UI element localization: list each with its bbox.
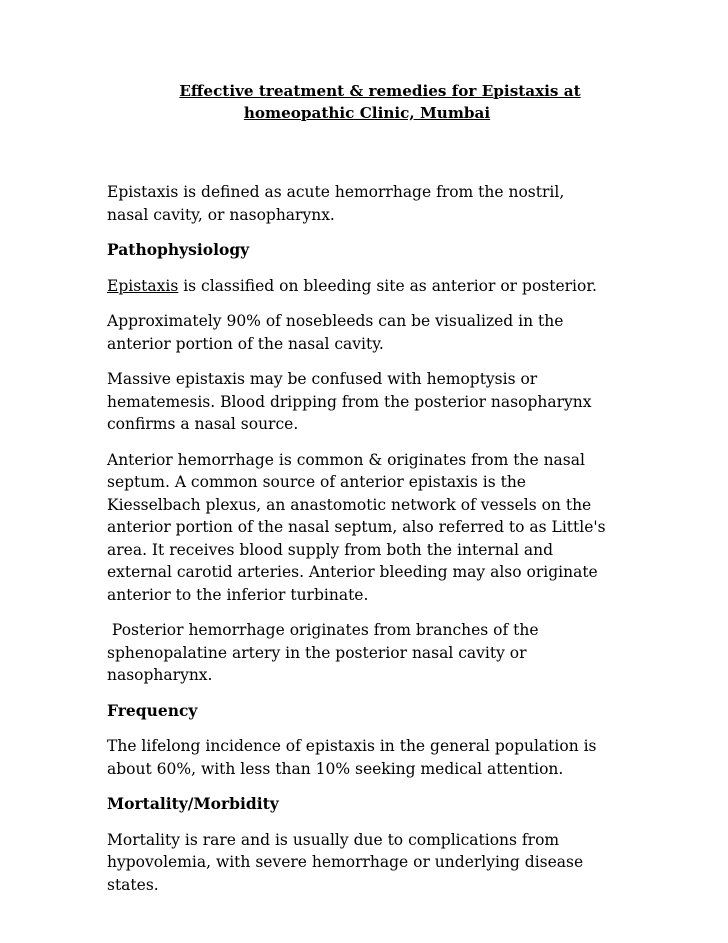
text-line: is classified on bleeding site as anterior or posterior. (178, 276, 597, 295)
text-line: nasal cavity, or nasopharynx. (107, 205, 335, 224)
title-line-2: homeopathic Clinic, Mumbai (243, 104, 491, 122)
mortality-paragraph (107, 829, 627, 897)
text-line: Approximately 90% of nosebleeds can be visualized in the (107, 312, 564, 330)
text-line: states. (107, 875, 159, 894)
text-line: area. It receives blood supply from both the internal and (107, 540, 554, 559)
intro-paragraph (107, 181, 627, 226)
text-line: The lifelong incidence of epistaxis in the general population is (107, 737, 597, 755)
text-line: sphenopalatine artery in the posterior nasal cavity or (107, 643, 527, 662)
pathophysiology-heading: Pathophysiology (107, 240, 250, 259)
text-line: anterior portion of the nasal septum, also referred to as Little's (107, 518, 606, 536)
text-line: anterior to the inferior turbinate. (107, 585, 369, 604)
classification-paragraph (107, 275, 627, 298)
text-line: confirms a nasal source. (107, 415, 299, 433)
document-title (107, 80, 627, 124)
text-line: external carotid arteries. Anterior bleeding may also originate (107, 563, 598, 581)
epistaxis-link[interactable]: Epistaxis (107, 276, 179, 295)
text-line: septum. A common source of anterior epistaxis is the (107, 473, 526, 491)
text-line: about 60%, with less than 10% seeking medical attention. (107, 759, 564, 778)
title-line-1: Effective treatment & remedies for Epistaxis at (179, 82, 581, 100)
frequency-heading: Frequency (107, 700, 198, 720)
text-line: Anterior hemorrhage is common & originates from the nasal (107, 450, 585, 469)
text-line: Mortality is rare and is usually due to complications from (107, 830, 560, 849)
mortality-heading: Mortality/Morbidity (107, 794, 279, 813)
visualized-paragraph (107, 310, 627, 355)
document-page (107, 80, 627, 909)
text-line: Posterior hemorrhage originates from branches of the (107, 621, 539, 639)
text-line: hematemesis. Blood dripping from the posterior nasopharynx (107, 392, 592, 411)
massive-epistaxis-paragraph (107, 368, 627, 436)
text-line: Epistaxis is defined as acute hemorrhage from the nostril, (107, 183, 565, 201)
text-line: Massive epistaxis may be confused with hemoptysis or (107, 370, 538, 388)
posterior-hemorrhage-paragraph (107, 619, 627, 687)
text-line: nasopharynx. (107, 666, 213, 684)
frequency-paragraph (107, 735, 627, 780)
anterior-hemorrhage-paragraph (107, 449, 627, 607)
text-line: Kiesselbach plexus, an anastomotic network of vessels on the (107, 495, 592, 514)
text-line: anterior portion of the nasal cavity. (107, 334, 384, 353)
text-line: hypovolemia, with severe hemorrhage or underlying disease (107, 853, 584, 871)
